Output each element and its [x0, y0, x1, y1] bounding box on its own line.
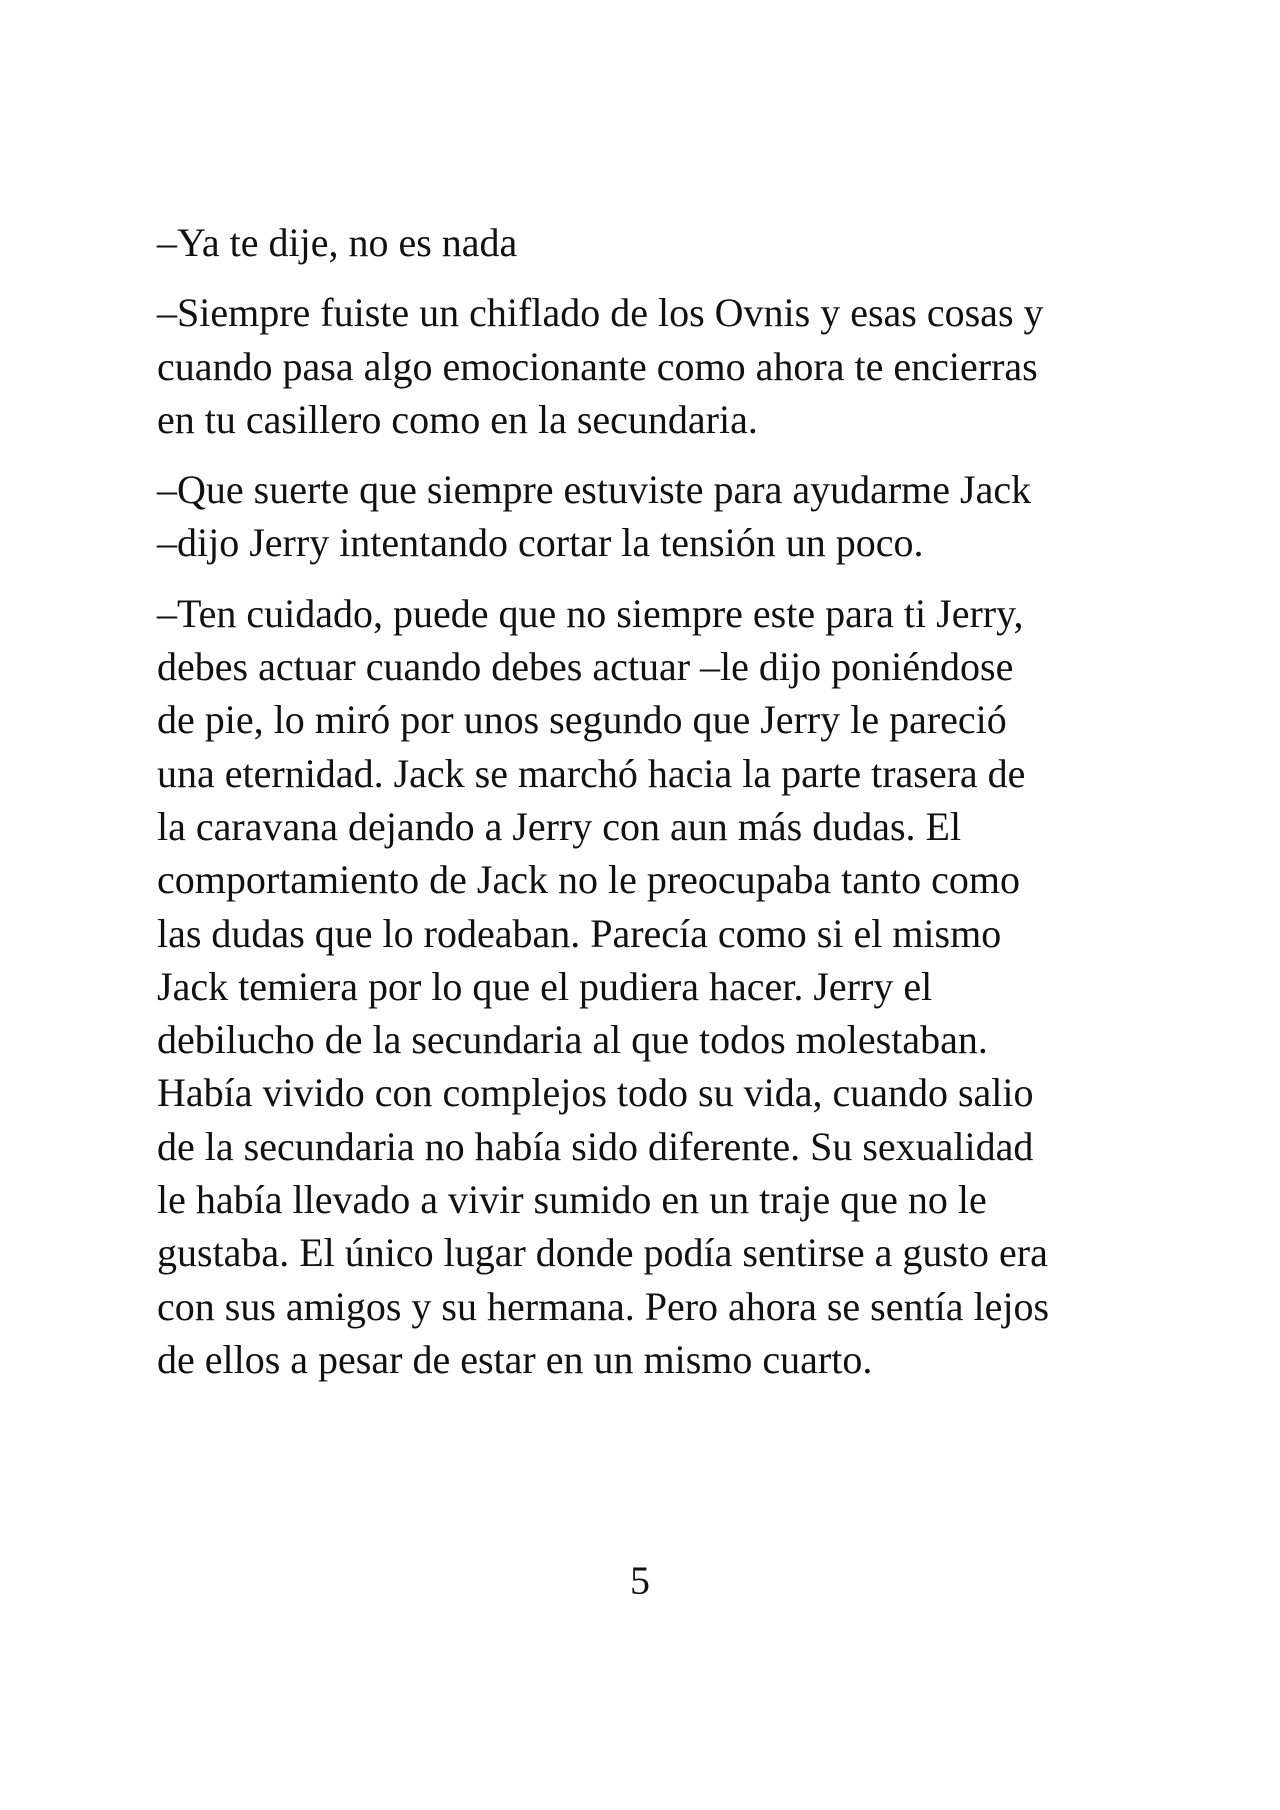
- text-line: de ellos a pesar de estar en un mismo cuarto.: [157, 1336, 873, 1382]
- text-line: le había llevado a vivir sumido en un traje que no le: [157, 1177, 987, 1223]
- paragraph-3: [157, 463, 1157, 570]
- paragraph-4: [157, 587, 1157, 1386]
- text-line: comportamiento de Jack no le preocupaba tanto como: [157, 857, 1021, 903]
- text-line: con sus amigos y su hermana. Pero ahora se sentía lejos: [157, 1283, 1050, 1329]
- text-line: –Ya te dije, no es nada: [157, 220, 518, 265]
- text-line: –Siempre fuiste un chiflado de los Ovnis y esas cosas y: [157, 290, 1044, 336]
- text-line: las dudas que lo rodeaban. Parecía como si el mismo: [157, 910, 1002, 956]
- text-line: cuando pasa algo emocionante como ahora te encierras: [157, 343, 1038, 389]
- text-line: –Ten cuidado, puede que no siempre este para ti Jerry,: [157, 590, 1024, 636]
- text-line: debilucho de la secundaria al que todos molestaban.: [157, 1017, 988, 1063]
- text-line: la caravana dejando a Jerry con aun más dudas. El: [157, 803, 962, 849]
- page-number: 5: [630, 1558, 650, 1603]
- text-line: de pie, lo miró por unos segundo que Jerry le pareció: [157, 697, 1007, 743]
- text-line: en tu casillero como en la secundaria.: [157, 396, 758, 442]
- text-line: Había vivido con complejos todo su vida, cuando salio: [157, 1070, 1034, 1116]
- text-line: Jack temiera por lo que el pudiera hacer. Jerry el: [157, 963, 933, 1009]
- paragraph-2: [157, 286, 1157, 446]
- text-line: de la secundaria no había sido diferente. Su sexualidad: [157, 1123, 1034, 1169]
- text-line: gustaba. El único lugar donde podía sentirse a gusto era: [157, 1230, 1048, 1276]
- text-line: debes actuar cuando debes actuar –le dijo poniéndose: [157, 644, 1014, 690]
- text-line: una eternidad. Jack se marchó hacia la parte trasera de: [157, 750, 1026, 796]
- body-text: [157, 216, 1157, 1403]
- text-line: –Que suerte que siempre estuviste para ayudarme Jack: [157, 467, 1032, 513]
- text-line: –dijo Jerry intentando cortar la tensión un poco.: [157, 520, 924, 566]
- paragraph-1: [157, 216, 1157, 269]
